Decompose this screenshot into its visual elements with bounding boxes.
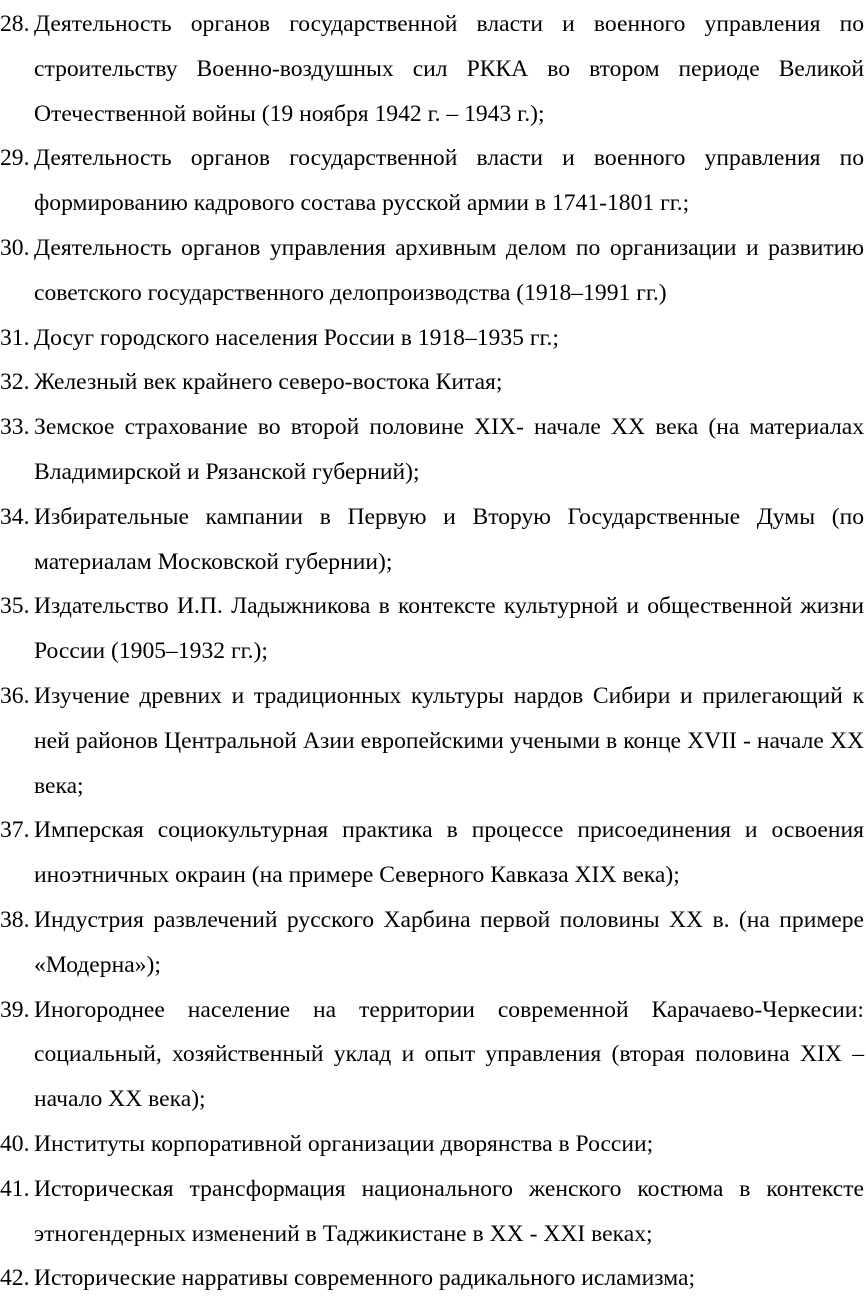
item-text: Железный век крайнего северо-востока Китая;	[34, 369, 503, 396]
item-text: Исторические нарративы современного радикального исламизма;	[34, 1265, 695, 1292]
item-number: 30.	[0, 234, 30, 261]
list-item	[0, 316, 864, 361]
item-number: 41.	[0, 1175, 30, 1202]
list-item	[0, 2, 864, 136]
item-text: Издательство И.П. Ладыжникова в контексте культурной и общественной жизни России (1905–1932 гг.);	[34, 593, 864, 665]
item-text: Деятельность органов управления архивным делом по организации и развитию советского государственного делопроизводства (1918–1991 гг.)	[34, 234, 864, 306]
item-text: Земское страхование во второй половине XIX- начале XX века (на материалах Владимирской и Рязанской губерний);	[34, 414, 864, 485]
list-item	[0, 674, 864, 808]
item-number: 32.	[0, 369, 30, 396]
list-item	[0, 808, 864, 898]
item-text: Изучение древних и традиционных культуры нардов Сибири и прилегающий к ней районов Центральной Азии европейскими учеными в конце XVII - начале XX века;	[34, 682, 864, 799]
list-item	[0, 405, 864, 495]
topic-list	[0, 2, 864, 1301]
item-text: Деятельность органов государственной власти и военного управления по формированию кадрового состава русской армии в 1741-1801 гг.;	[34, 145, 864, 217]
list-item	[0, 136, 864, 226]
item-text: Избирательные кампании в Первую и Вторую Государственные Думы (по материалам Московской губернии);	[34, 503, 864, 575]
item-number: 40.	[0, 1130, 30, 1157]
item-number: 34.	[0, 503, 30, 530]
item-number: 39.	[0, 996, 30, 1023]
list-item	[0, 1122, 864, 1167]
item-text: Институты корпоративной организации дворянства в России;	[34, 1130, 654, 1157]
item-number: 42.	[0, 1265, 30, 1292]
item-text: Досуг городского населения России в 1918–1935 гг.;	[34, 324, 559, 351]
item-number: 37.	[0, 817, 30, 844]
list-item	[0, 495, 864, 585]
list-item	[0, 226, 864, 316]
item-text: Имперская социокультурная практика в процессе присоединения и освоения иноэтничных окраин (на примере Северного Кавказа XIX века);	[34, 817, 864, 889]
item-text: Индустрия развлечений русского Харбина первой половины XX в. (на примере «Модерна»);	[34, 906, 864, 978]
list-item	[0, 1256, 864, 1301]
list-item	[0, 360, 864, 405]
list-item	[0, 584, 864, 674]
item-number: 33.	[0, 414, 30, 441]
list-item	[0, 988, 864, 1122]
item-text: Деятельность органов государственной власти и военного управления по строительству Военно-воздушных сил РККА во втором периоде Великой Отечественной войны (19 ноября 1942 г. – 1943 г.);	[34, 11, 864, 127]
item-number: 28.	[0, 11, 30, 37]
item-number: 36.	[0, 682, 30, 709]
item-text: Иногороднее население на территории современной Карачаево-Черкесии: социальный, хозяйственный уклад и опыт управления (вторая половина XIX – начало XX века);	[34, 996, 864, 1113]
item-number: 29.	[0, 145, 30, 172]
item-number: 35.	[0, 593, 30, 620]
item-number: 38.	[0, 906, 30, 933]
list-item	[0, 898, 864, 988]
list-item	[0, 1167, 864, 1257]
item-number: 31.	[0, 324, 30, 351]
item-text: Историческая трансформация национального женского костюма в контексте этногендерных изменений в Таджикистане в XX - XXI веках;	[34, 1175, 864, 1247]
